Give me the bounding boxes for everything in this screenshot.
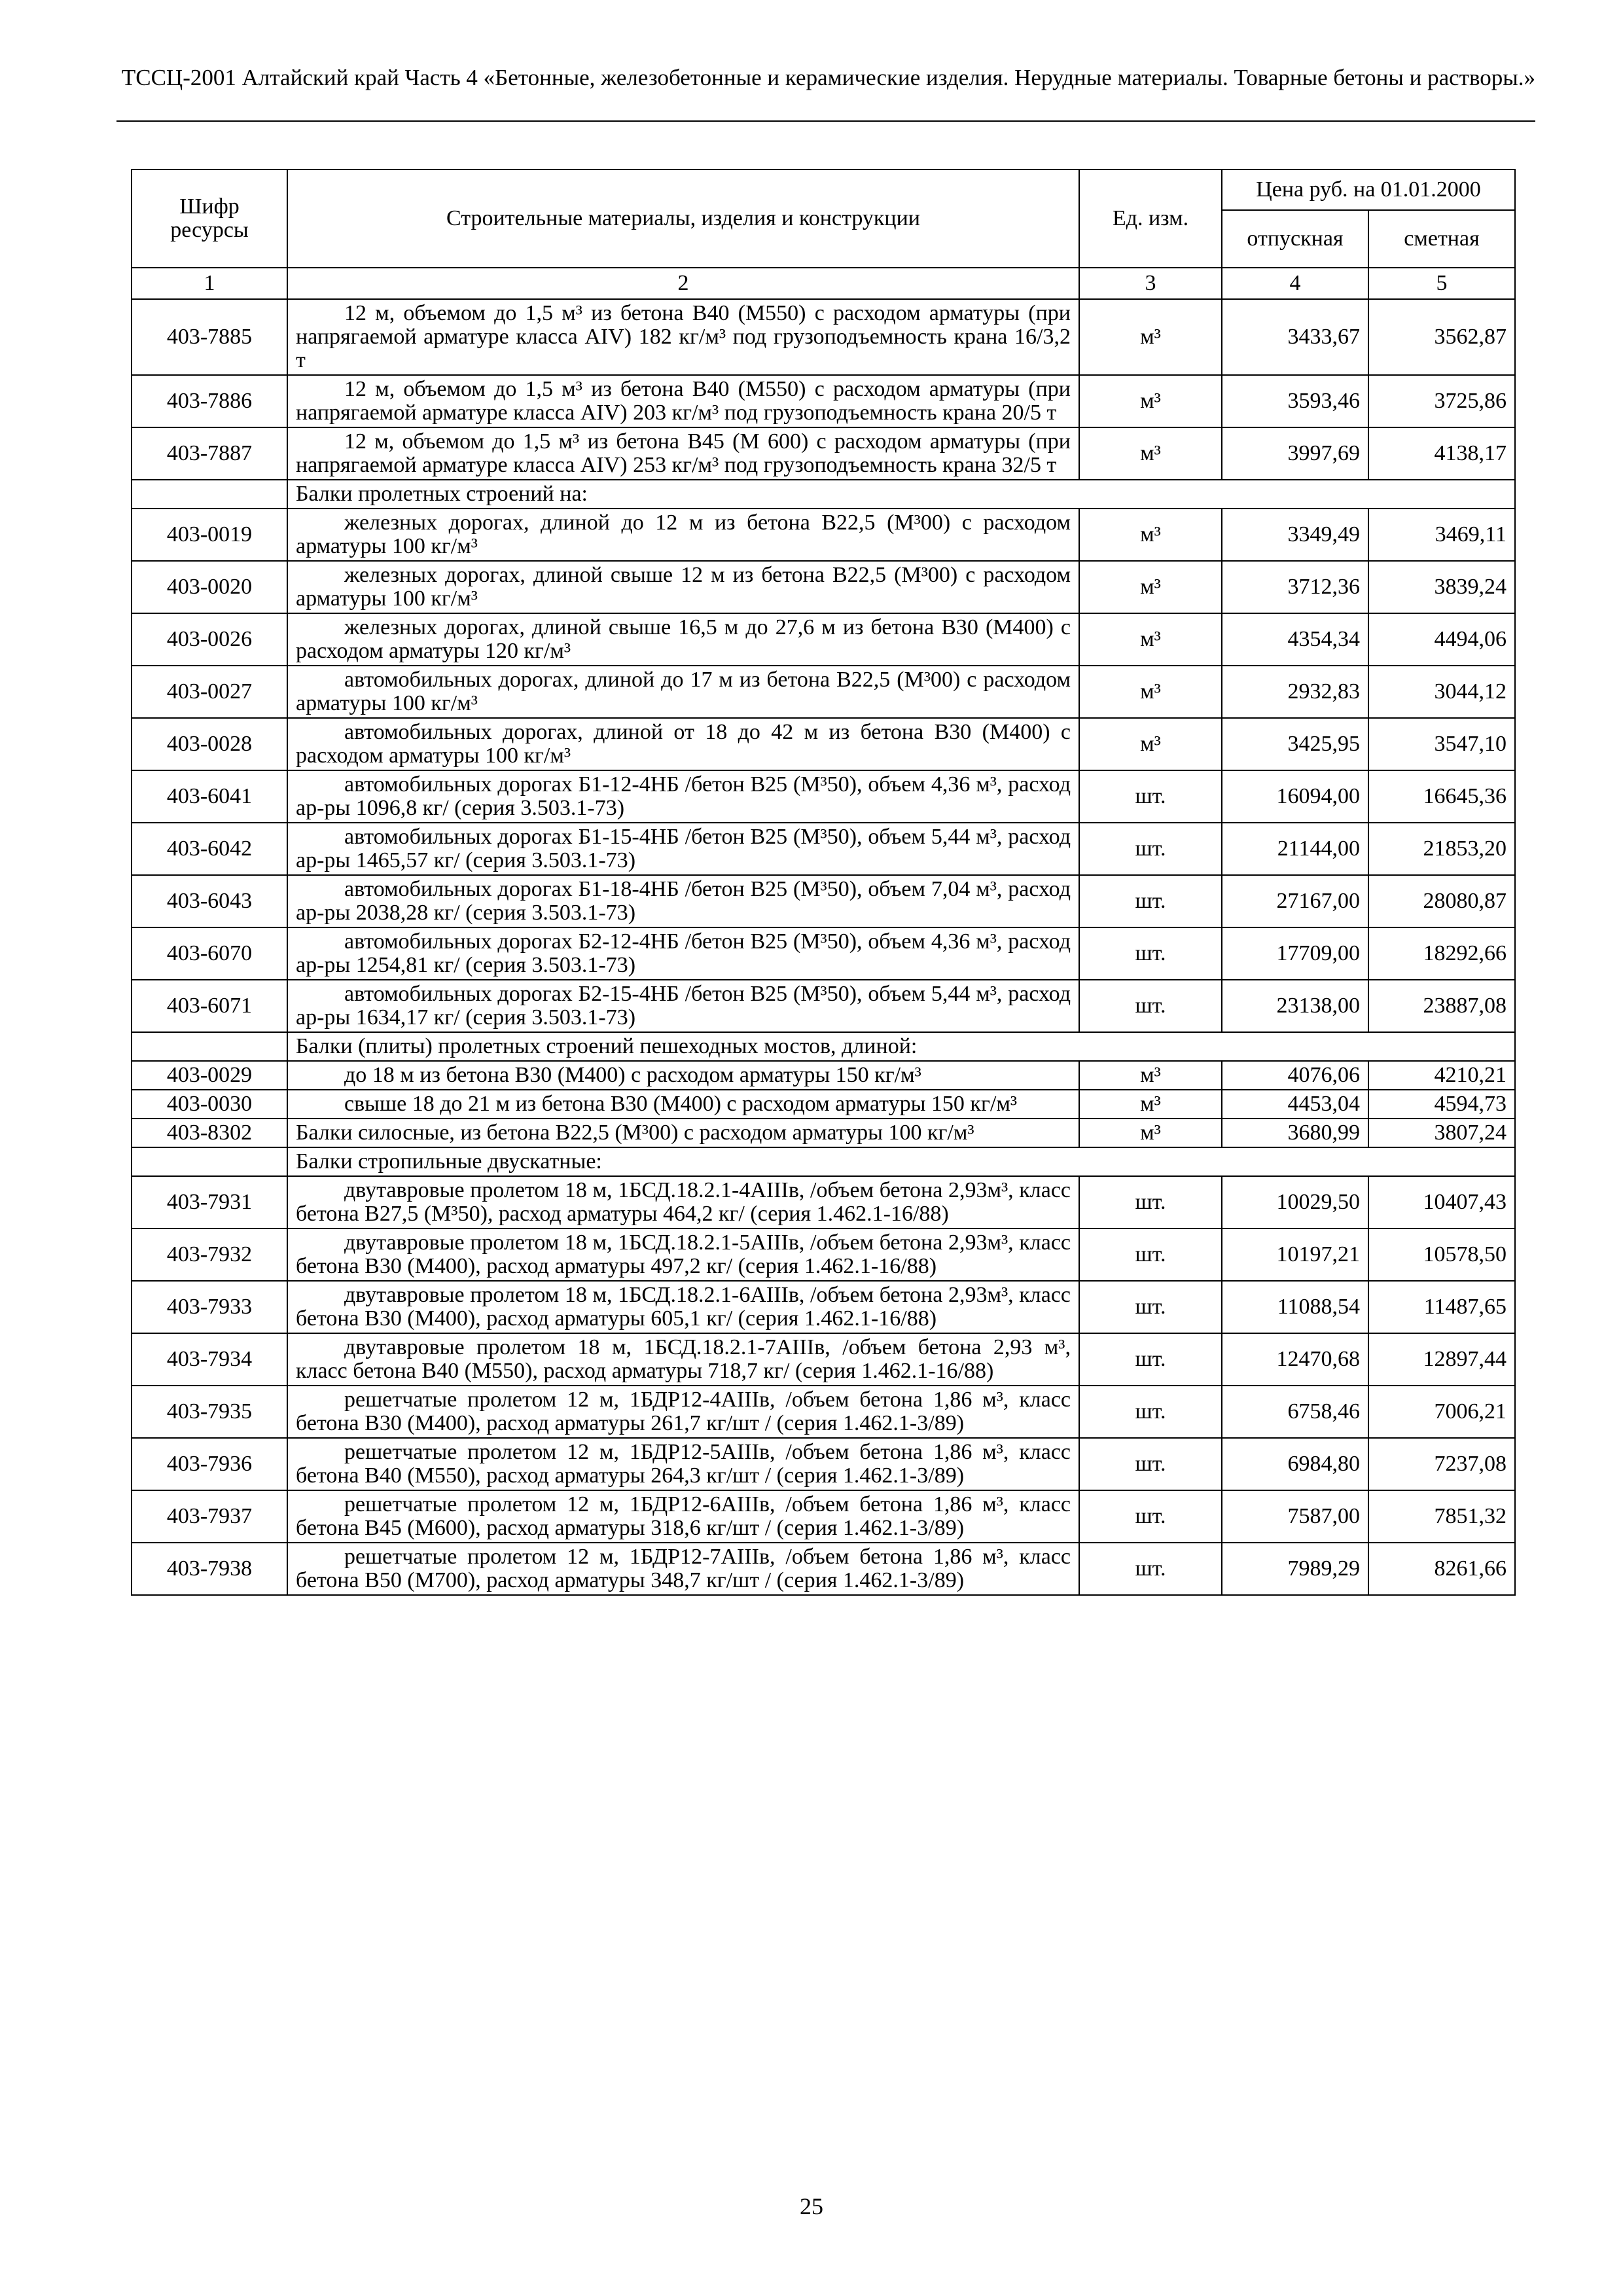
column-number: 2 [287,268,1079,299]
resource-code: 403-7933 [132,1281,287,1333]
table-row [132,927,1515,980]
estimate-price: 11487,65 [1368,1281,1515,1333]
resource-description: двутавровые пролетом 18 м, 1БСД.18.2.1-5АIIIв, /объем бетона 2,93м³, класс бетона В30 (М400), расход арматуры 497,2 кг/ (серия 1.462.1-16/88) [287,1229,1079,1281]
resource-description: решетчатые пролетом 12 м, 1БДР12-4АIIIв, /объем бетона 1,86 м³, класс бетона В30 (М400), расход арматуры 261,7 кг/шт / (серия 1.462.1-3/89) [287,1386,1079,1438]
resource-code: 403-7886 [132,375,287,427]
header-release-price: отпускная [1222,210,1368,268]
table-row [132,980,1515,1032]
release-price: 4453,04 [1222,1090,1368,1119]
header-rule [116,120,1535,122]
resource-description: автомобильных дорогах Б1-18-4НБ /бетон В25 (М³50), объем 7,04 м³, расход ар-ры 2038,28 кг/ (серия 3.503.1-73) [287,875,1079,927]
resource-description: автомобильных дорогах, длиной от 18 до 42 м из бетона В30 (М400) с расходом арматуры 100 кг/м³ [287,718,1079,770]
resource-code: 403-7885 [132,299,287,375]
resource-description: автомобильных дорогах, длиной до 17 м из бетона В22,5 (М³00) с расходом арматуры 100 кг/м³ [287,666,1079,718]
group-code-cell [132,1147,287,1176]
resource-code: 403-6043 [132,875,287,927]
resource-description: решетчатые пролетом 12 м, 1БДР12-6АIIIв, /объем бетона 1,86 м³, класс бетона В45 (М600), расход арматуры 318,6 кг/шт / (серия 1.462.1-3/89) [287,1490,1079,1543]
unit-cell: м³ [1079,613,1222,666]
resource-description: 12 м, объемом до 1,5 м³ из бетона В40 (М550) с расходом арматуры (при напрягаемой арматуре класса АIV) 203 кг/м³ под грузоподъемность крана 20/5 т [287,375,1079,427]
resource-code: 403-7934 [132,1333,287,1386]
unit-cell: шт. [1079,770,1222,823]
resource-code: 403-0028 [132,718,287,770]
resource-code: 403-7935 [132,1386,287,1438]
unit-cell: шт. [1079,1543,1222,1595]
table-row [132,561,1515,613]
table-row [132,1176,1515,1229]
release-price: 27167,00 [1222,875,1368,927]
group-row [132,480,1515,509]
unit-cell: шт. [1079,927,1222,980]
price-table [131,169,1516,1596]
resource-code: 403-7938 [132,1543,287,1595]
resource-code: 403-0020 [132,561,287,613]
resource-code: 403-0030 [132,1090,287,1119]
unit-cell: м³ [1079,375,1222,427]
resource-code: 403-8302 [132,1119,287,1147]
unit-cell: шт. [1079,1386,1222,1438]
unit-cell: м³ [1079,718,1222,770]
release-price: 2932,83 [1222,666,1368,718]
estimate-price: 12897,44 [1368,1333,1515,1386]
resource-code: 403-0029 [132,1061,287,1090]
resource-code: 403-6071 [132,980,287,1032]
estimate-price: 4594,73 [1368,1090,1515,1119]
table-row [132,1281,1515,1333]
resource-code: 403-6041 [132,770,287,823]
resource-description: свыше 18 до 21 м из бетона В30 (М400) с расходом арматуры 150 кг/м³ [287,1090,1079,1119]
estimate-price: 4494,06 [1368,613,1515,666]
estimate-price: 3807,24 [1368,1119,1515,1147]
release-price: 3680,99 [1222,1119,1368,1147]
release-price: 3712,36 [1222,561,1368,613]
group-row [132,1147,1515,1176]
unit-cell: м³ [1079,509,1222,561]
release-price: 3425,95 [1222,718,1368,770]
resource-code: 403-0019 [132,509,287,561]
resource-description: 12 м, объемом до 1,5 м³ из бетона В40 (М550) с расходом арматуры (при напрягаемой арматуре класса АIV) 182 кг/м³ под грузоподъемность крана 16/3,2 т [287,299,1079,375]
header-unit: Ед. изм. [1079,170,1222,268]
unit-cell: шт. [1079,1229,1222,1281]
resource-description: автомобильных дорогах Б2-15-4НБ /бетон В25 (М³50), объем 5,44 м³, расход ар-ры 1634,17 кг/ (серия 3.503.1-73) [287,980,1079,1032]
group-code-cell [132,1032,287,1061]
group-row [132,1032,1515,1061]
header-price: Цена руб. на 01.01.2000 [1222,170,1515,210]
table-row [132,299,1515,375]
column-number: 4 [1222,268,1368,299]
table-row [132,718,1515,770]
unit-cell: м³ [1079,427,1222,480]
group-title: Балки стропильные двускатные: [287,1147,1515,1176]
document-header: ТССЦ-2001 Алтайский край Часть 4 «Бетонные, железобетонные и керамические изделия. Нерудные материалы. Товарные бетоны и растворы.» [121,65,1535,90]
resource-description: 12 м, объемом до 1,5 м³ из бетона В45 (М 600) с расходом арматуры (при напрягаемой арматуре класса АIV) 253 кг/м³ под грузоподъемность крана 32/5 т [287,427,1079,480]
resource-description: железных дорогах, длиной до 12 м из бетона В22,5 (М³00) с расходом арматуры 100 кг/м³ [287,509,1079,561]
resource-code: 403-0027 [132,666,287,718]
estimate-price: 28080,87 [1368,875,1515,927]
resource-description: решетчатые пролетом 12 м, 1БДР12-7АIIIв, /объем бетона 1,86 м³, класс бетона В50 (М700), расход арматуры 348,7 кг/шт / (серия 1.462.1-3/89) [287,1543,1079,1595]
release-price: 10197,21 [1222,1229,1368,1281]
group-code-cell [132,480,287,509]
resource-description: решетчатые пролетом 12 м, 1БДР12-5АIIIв, /объем бетона 1,86 м³, класс бетона В40 (М550), расход арматуры 264,3 кг/шт / (серия 1.462.1-3/89) [287,1438,1079,1490]
group-title: Балки (плиты) пролетных строений пешеходных мостов, длиной: [287,1032,1515,1061]
unit-cell: шт. [1079,875,1222,927]
estimate-price: 18292,66 [1368,927,1515,980]
resource-code: 403-7937 [132,1490,287,1543]
estimate-price: 16645,36 [1368,770,1515,823]
resource-description: до 18 м из бетона В30 (М400) с расходом арматуры 150 кг/м³ [287,1061,1079,1090]
resource-description: железных дорогах, длиной свыше 16,5 м до 27,6 м из бетона В30 (М400) с расходом арматуры 120 кг/м³ [287,613,1079,666]
unit-cell: м³ [1079,1090,1222,1119]
header-estimate-price: сметная [1368,210,1515,268]
release-price: 12470,68 [1222,1333,1368,1386]
column-number: 1 [132,268,287,299]
estimate-price: 7851,32 [1368,1490,1515,1543]
release-price: 6758,46 [1222,1386,1368,1438]
resource-description: Балки силосные, из бетона В22,5 (М³00) с расходом арматуры 100 кг/м³ [287,1119,1079,1147]
unit-cell: м³ [1079,1119,1222,1147]
table-row [132,1386,1515,1438]
estimate-price: 23887,08 [1368,980,1515,1032]
release-price: 7587,00 [1222,1490,1368,1543]
resource-code: 403-0026 [132,613,287,666]
resource-description: двутавровые пролетом 18 м, 1БСД.18.2.1-4АIIIв, /объем бетона 2,93м³, класс бетона В27,5 (М³50), расход арматуры 464,2 кг/ (серия 1.462.1-16/88) [287,1176,1079,1229]
estimate-price: 7006,21 [1368,1386,1515,1438]
table-row [132,1490,1515,1543]
unit-cell: шт. [1079,980,1222,1032]
estimate-price: 21853,20 [1368,823,1515,875]
table-row [132,1119,1515,1147]
table-row [132,613,1515,666]
estimate-price: 10578,50 [1368,1229,1515,1281]
resource-code: 403-6070 [132,927,287,980]
release-price: 3593,46 [1222,375,1368,427]
resource-description: автомобильных дорогах Б1-15-4НБ /бетон В25 (М³50), объем 5,44 м³, расход ар-ры 1465,57 кг/ (серия 3.503.1-73) [287,823,1079,875]
release-price: 4354,34 [1222,613,1368,666]
resource-description: двутавровые пролетом 18 м, 1БСД.18.2.1-7АIIIв, /объем бетона 2,93 м³, класс бетона В40 (М550), расход арматуры 718,7 кг/ (серия 1.462.1-16/88) [287,1333,1079,1386]
header-code: Шифр ресурсы [132,170,287,268]
estimate-price: 7237,08 [1368,1438,1515,1490]
release-price: 7989,29 [1222,1543,1368,1595]
unit-cell: шт. [1079,1281,1222,1333]
release-price: 4076,06 [1222,1061,1368,1090]
table-row [132,823,1515,875]
resource-description: автомобильных дорогах Б1-12-4НБ /бетон В25 (М³50), объем 4,36 м³, расход ар-ры 1096,8 кг/ (серия 3.503.1-73) [287,770,1079,823]
unit-cell: м³ [1079,561,1222,613]
unit-cell: шт. [1079,1490,1222,1543]
release-price: 23138,00 [1222,980,1368,1032]
release-price: 17709,00 [1222,927,1368,980]
table-body [132,299,1515,1595]
group-title: Балки пролетных строений на: [287,480,1515,509]
unit-cell: м³ [1079,299,1222,375]
resource-code: 403-7887 [132,427,287,480]
release-price: 21144,00 [1222,823,1368,875]
estimate-price: 3839,24 [1368,561,1515,613]
resource-description: железных дорогах, длиной свыше 12 м из бетона В22,5 (М³00) с расходом арматуры 100 кг/м³ [287,561,1079,613]
estimate-price: 3044,12 [1368,666,1515,718]
unit-cell: шт. [1079,1176,1222,1229]
estimate-price: 4138,17 [1368,427,1515,480]
resource-description: автомобильных дорогах Б2-12-4НБ /бетон В25 (М³50), объем 4,36 м³, расход ар-ры 1254,81 кг/ (серия 3.503.1-73) [287,927,1079,980]
table-row [132,1229,1515,1281]
estimate-price: 4210,21 [1368,1061,1515,1090]
release-price: 3997,69 [1222,427,1368,480]
release-price: 3433,67 [1222,299,1368,375]
page-number: 25 [800,2193,823,2219]
resource-description: двутавровые пролетом 18 м, 1БСД.18.2.1-6АIIIв, /объем бетона 2,93м³, класс бетона В30 (М400), расход арматуры 605,1 кг/ (серия 1.462.1-16/88) [287,1281,1079,1333]
table-row [132,427,1515,480]
unit-cell: шт. [1079,823,1222,875]
resource-code: 403-7932 [132,1229,287,1281]
table-row [132,509,1515,561]
release-price: 16094,00 [1222,770,1368,823]
table-row [132,1438,1515,1490]
unit-cell: м³ [1079,1061,1222,1090]
table-row [132,1333,1515,1386]
unit-cell: шт. [1079,1333,1222,1386]
estimate-price: 3547,10 [1368,718,1515,770]
estimate-price: 3725,86 [1368,375,1515,427]
column-number: 5 [1368,268,1515,299]
table-row [132,1061,1515,1090]
release-price: 11088,54 [1222,1281,1368,1333]
column-number: 3 [1079,268,1222,299]
table-row [132,666,1515,718]
resource-code: 403-7936 [132,1438,287,1490]
estimate-price: 3562,87 [1368,299,1515,375]
table-row [132,1543,1515,1595]
resource-code: 403-7931 [132,1176,287,1229]
header-name: Строительные материалы, изделия и конструкции [287,170,1079,268]
unit-cell: шт. [1079,1438,1222,1490]
estimate-price: 10407,43 [1368,1176,1515,1229]
table-row [132,770,1515,823]
table-row [132,875,1515,927]
release-price: 10029,50 [1222,1176,1368,1229]
estimate-price: 8261,66 [1368,1543,1515,1595]
resource-code: 403-6042 [132,823,287,875]
table-row [132,1090,1515,1119]
table-row [132,375,1515,427]
unit-cell: м³ [1079,666,1222,718]
release-price: 6984,80 [1222,1438,1368,1490]
release-price: 3349,49 [1222,509,1368,561]
estimate-price: 3469,11 [1368,509,1515,561]
